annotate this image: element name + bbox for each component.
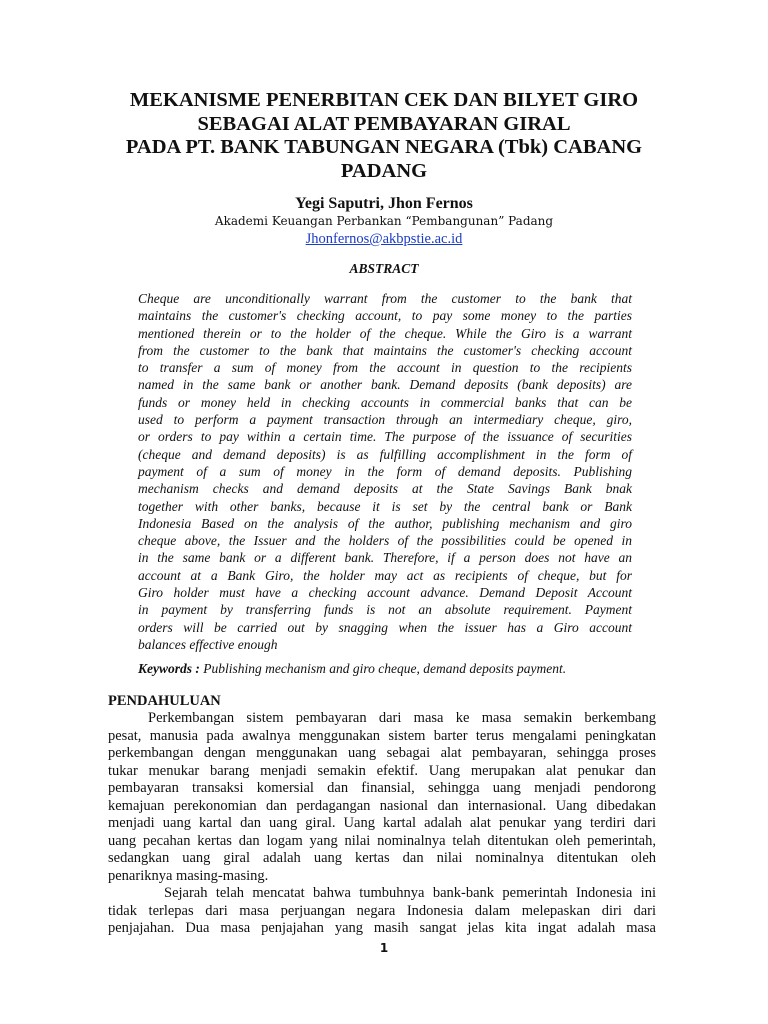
body-line: tukar menukar barang menjadi semakin efektif. Uang merupakan alat penukar dan [108, 762, 656, 779]
abstract-line: funds or money held in checking accounts in commercial banks that can be [138, 394, 632, 410]
abstract-line: named in the same bank or another bank. Demand deposits (bank deposits) are [138, 377, 632, 393]
keywords-line [138, 660, 658, 677]
body-line: sedangkan uang giral adalah uang kertas dan nilai nominalnya ditentukan oleh [108, 850, 656, 866]
section-heading: PENDAHULUAN [108, 693, 221, 709]
title-line: PADANG [340, 159, 428, 182]
body-line: perkembangan dengan menggunakan uang sebagai alat pembayaran, sehingga proses [108, 745, 656, 761]
body-line: Perkembangan sistem pembayaran dari masa ke masa semakin berkembang [148, 710, 656, 726]
abstract-line: in the same bank or a different bank. Therefore, if a person does not have an [138, 550, 632, 566]
abstract-heading: ABSTRACT [349, 261, 419, 276]
abstract-line: mechanism checks and demand deposits at the State Savings Bank bnak [138, 481, 632, 497]
abstract-line: account at a Bank Giro, the holder may act as recipients of cheque, but for [138, 567, 632, 583]
introduction-body [108, 710, 656, 938]
abstract-line: from the customer to the bank that maintains the customer's checking account [138, 342, 632, 358]
abstract-line: orders will be carried out by snagging when the issuer has a Giro account [138, 619, 632, 635]
title-line: MEKANISME PENERBITAN CEK DAN BILYET GIRO [129, 89, 639, 111]
abstract-line: used to perform a payment transaction through an intermediary cheque, giro, [138, 412, 632, 428]
body-line: tidak terlepas dari masa perjuangan negara Indonesia dalam melepaskan diri dari [108, 902, 656, 919]
paper-title [100, 89, 668, 183]
abstract-line: Giro holder must have a checking account advance. Demand Deposit Account [138, 585, 632, 601]
body-line: Sejarah telah mencatat bahwa tumbuhnya bank-bank pemerintah Indonesia ini [164, 885, 656, 901]
body-line: penariknya masing-masing. [108, 867, 269, 884]
abstract-line: together with other banks, because it is set by the central bank or Bank [138, 498, 632, 514]
abstract-line: or orders to pay within a certain time. The purpose of the issuance of securities [138, 429, 632, 445]
abstract-line: mentioned therein or to the holder of the cheque. While the Giro is a warrant [138, 325, 632, 341]
body-line: menjadi uang kartal dan uang giral. Uang kartal adalah alat penukar yang terdiri dari [108, 815, 656, 831]
author-email [0, 230, 768, 248]
title-line: PADA PT. BANK TABUNGAN NEGARA (Tbk) CABANG [125, 136, 643, 158]
email-link[interactable]: Jhonfernos@akbpstie.ac.id [305, 231, 463, 247]
body-line: kemajuan perekonomian dan perdagangan nasional dan internasional. Uang dibedakan [108, 797, 656, 814]
abstract-line: in payment by transferring funds is not an absolute requirement. Payment [138, 602, 632, 618]
body-line: penjajahan. Dua masa penjajahan yang masih sangat jelas kita ingat adalah masa [108, 920, 656, 936]
abstract-line: payment of a sum of money in the form of demand deposits. Publishing [138, 463, 632, 479]
abstract-line: to transfer a sum of money from the account in question to the recipients [138, 360, 632, 376]
abstract-line: balances effective enough [138, 636, 278, 652]
abstract-line: cheque above, the Issuer and the holders of the possibilities could be opened in [138, 533, 632, 549]
abstract-line: Indonesia Based on the analysis of the author, publishing mechanism and giro [138, 515, 632, 531]
abstract-body [138, 290, 632, 653]
body-line: pesat, manusia pada awalnya menggunakan sistem barter terus mengalami peningkatan [108, 727, 656, 744]
body-line: uang pecahan kertas dan logam yang nilai nominalnya telah ditentukan oleh pemerintah, [108, 832, 656, 849]
abstract-line: (cheque and demand deposits) is as fulfilling accomplishment in the form of [138, 446, 632, 462]
author-names: Yegi Saputri, Jhon Fernos [295, 195, 473, 212]
body-line: pembayaran transaksi komersial dan finansial, sehingga uang menjadi pendorong [108, 780, 656, 796]
abstract-line: Cheque are unconditionally warrant from the customer to the bank that [138, 291, 632, 306]
abstract-line: maintains the customer's checking account, to pay some money to the parties [138, 308, 632, 324]
title-line: SEBAGAI ALAT PEMBAYARAN GIRAL [197, 112, 571, 135]
keywords-text: Publishing mechanism and giro cheque, demand deposits payment. [199, 661, 567, 676]
author-affiliation: Akademi Keuangan Perbankan “Pembangunan” Padang [214, 214, 554, 228]
page-number: 1 [379, 941, 389, 955]
keywords-label: Keywords : [138, 661, 200, 676]
